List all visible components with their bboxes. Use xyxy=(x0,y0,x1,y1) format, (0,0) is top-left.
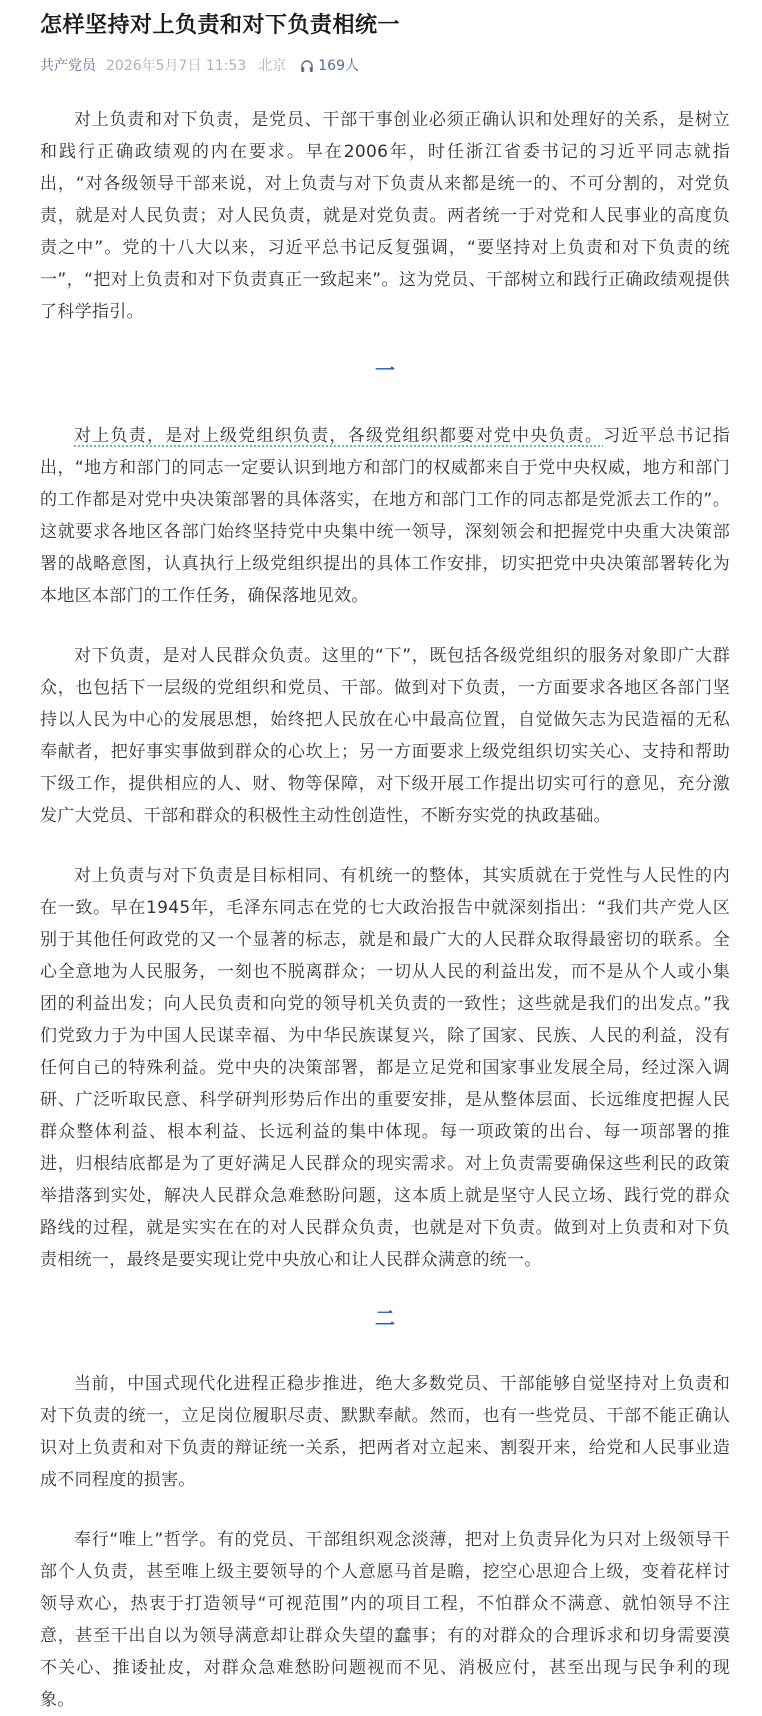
paragraph: 对上负责和对下负责，是党员、干部干事创业必须正确认识和处理好的关系，是树立和践行正确政绩观的内在要求。早在2006年，时任浙江省委书记的习近平同志就指出，“对各级领导干部来说，对上负责与对下负责从来都是统一的、不可分割的，对党负责，就是对人民负责；对人民负责，就是对党负责。两者统一于对党和人民事业的高度负责之中”。党的十八大以来，习近平总书记反复强调，“要坚持对上负责和对下负责的统一”，“把对上负责和对下负责真正一致起来”。这为党员、干部树立和践行正确政绩观提供了科学指引。 xyxy=(40,110,730,322)
headphones-icon xyxy=(300,59,314,73)
paragraph-text: 习近平总书记指出，“地方和部门的同志一定要认识到地方和部门的权威都来自于党中央权威，地方和部门的工作都是对党中央决策部署的具体落实，在地方和部门工作的同志都是党派去工作的”。这就要求各地区各部门始终坚持党中央集中统一领导，深刻领会和把握党中央重大决策部署的战略意图，认真执行上级党组织提出的具体工作安排，切实把党中央决策部署转化为本地区本部门的工作任务，确保落地见效。 xyxy=(40,426,730,606)
publish-location: 北京 xyxy=(258,58,287,74)
paragraph: 当前，中国式现代化进程正稳步推进，绝大多数党员、干部能够自觉坚持对上负责和对下负责的统一，立足岗位履职尽责、默默奉献。然而，也有一些党员、干部不能正确认识对上负责和对下负责的辩证统一关系，把两者对立起来、割裂开来，给党和人民事业造成不同程度的损害。 xyxy=(40,1374,730,1490)
highlighted-sentence: 对上负责，是对上级党组织负责，各级党组织都要对党中央负责。 xyxy=(74,426,604,446)
account-name-link[interactable]: 共产党员 xyxy=(40,58,96,74)
paragraph: 奉行“唯上”哲学。有的党员、干部组织观念淡薄，把对上负责异化为只对上级领导干部个人负责，甚至唯上级主要领导的个人意愿马首是瞻，挖空心思迎合上级，变着花样讨领导欢心，热衷于打造领导“可视范围”内的项目工程，不怕群众不满意、就怕领导不注意，甚至干出自以为领导满意却让群众失望的蠢事；有的对群众的合理诉求和切身需要漠不关心、推诿扯皮，对群众急难愁盼问题视而不见、消极应付，甚至出现与民争利的现象。 xyxy=(40,1530,730,1710)
section-numeral: 一 xyxy=(375,358,395,382)
paragraph: 对下负责，是对人民群众负责。这里的“下”，既包括各级党组织的服务对象即广大群众，也包括下一层级的党组织和党员、干部。做到对下负责，一方面要求各地区各部门坚持以人民为中心的发展思想，始终把人民放在心中最高位置，自觉做矢志为民造福的无私奉献者，把好事实事做到群众的心坎上；另一方面要求上级党组织切实关心、支持和帮助下级工作，提供相应的人、财、物等保障，对下级开展工作提出切实可行的意见，充分激发广大党员、干部和群众的积极性主动性创造性，不断夯实党的执政基础。 xyxy=(40,646,730,826)
article-meta xyxy=(40,56,730,76)
publish-time: 2026年5月7日 11:53 xyxy=(106,58,247,74)
listen-button[interactable] xyxy=(300,56,359,76)
section-numeral: 二 xyxy=(375,1306,395,1330)
article-body xyxy=(40,104,730,1716)
paragraph xyxy=(40,420,730,612)
article-title: 怎样坚持对上负责和对下负责相统一 xyxy=(40,13,401,38)
paragraph: 对上负责与对下负责是目标相同、有机统一的整体，其实质就在于党性与人民性的内在一致。早在1945年，毛泽东同志在党的七大政治报告中就深刻指出：“我们共产党人区别于其他任何政党的又一个显著的标志，就是和最广大的人民群众取得最密切的联系。全心全意地为人民服务，一刻也不脱离群众；一切从人民的利益出发，而不是从个人或小集团的利益出发；向人民负责和向党的领导机关负责的一致性；这些就是我们的出发点。”我们党致力于为中国人民谋幸福、为中华民族谋复兴，除了国家、民族、人民的利益，没有任何自己的特殊利益。党中央的决策部署，都是立足党和国家事业发展全局，经过深入调研、广泛听取民意、科学研判形势后作出的重要安排，是从整体层面、长远维度把握人民群众整体利益、根本利益、长远利益的集中体现。每一项政策的出台、每一项部署的推进，归根结底都是为了更好满足人民群众的现实需求。对上负责需要确保这些利民的政策举措落到实处，解决人民群众急难愁盼问题，这本质上就是坚守人民立场、践行党的群众路线的过程，就是实实在在的对人民群众负责，也就是对下负责。做到对上负责和对下负责相统一，最终是要实现让党中央放心和让人民群众满意的统一。 xyxy=(40,866,730,1270)
listen-count: 169人 xyxy=(318,58,359,74)
